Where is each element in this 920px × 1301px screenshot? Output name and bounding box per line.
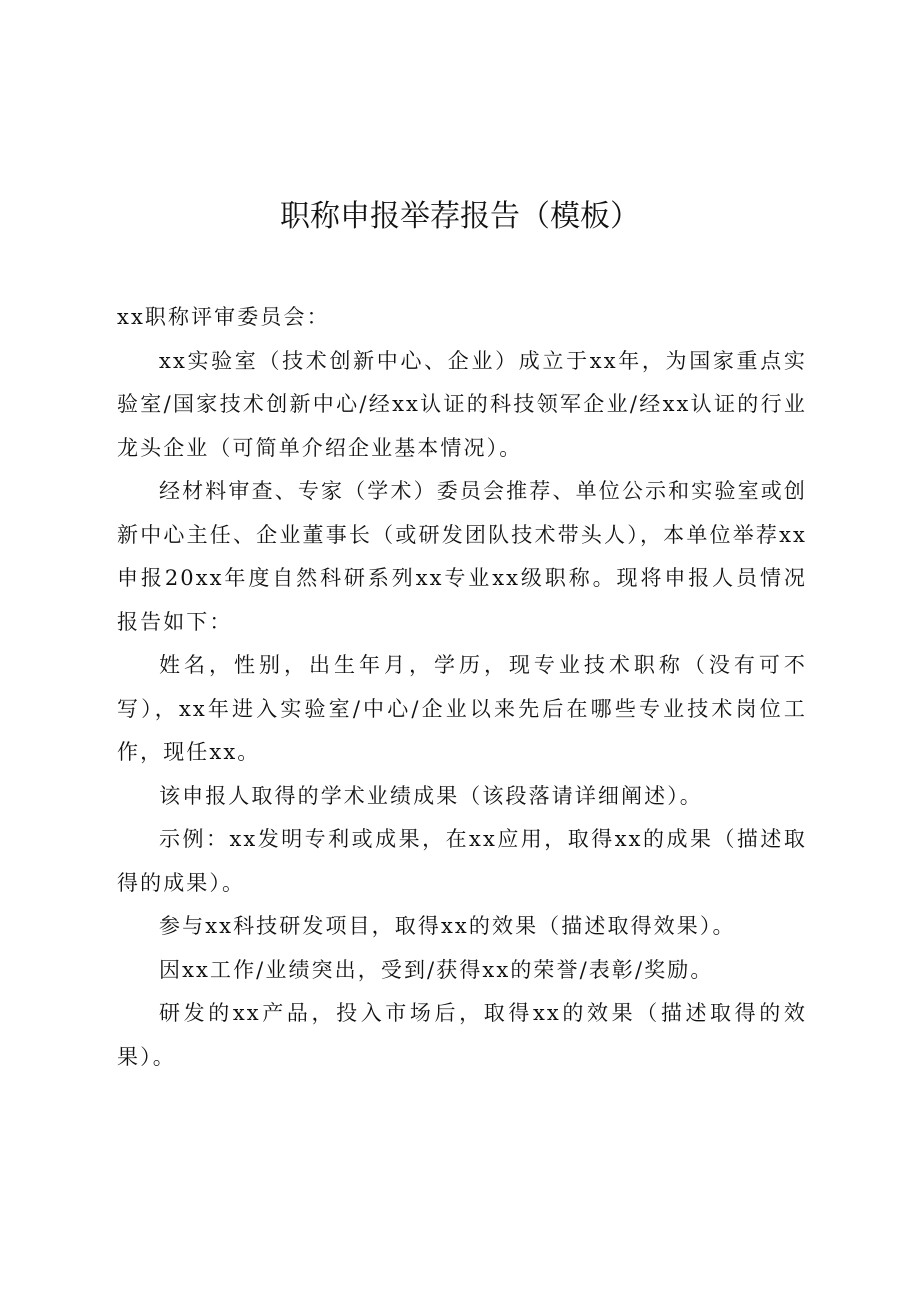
document-body	[117, 296, 807, 1079]
paragraph-example-patent: 示例：xx发明专利或成果，在xx应用，取得xx的成果（描述取得的成果）。	[117, 827, 807, 895]
salutation: xx职称评审委员会：	[117, 305, 330, 329]
paragraph-achievements: 该申报人取得的学术业绩成果（该段落请详细阐述）。	[159, 783, 703, 808]
paragraph-example-honor: 因xx工作/业绩突出，受到/获得xx的荣誉/表彰/奖励。	[159, 957, 714, 982]
paragraph-lab-intro: xx实验室（技术创新中心、企业）成立于xx年，为国家重点实验室/国家技术创新中心/经xx认证的科技领军企业/经xx认证的行业龙头企业（可简单介绍企业基本情况）。	[117, 348, 807, 460]
document-title: 职称申报举荐报告（模板）	[280, 199, 640, 234]
paragraph-applicant-info: 姓名，性别，出生年月，学历，现专业技术职称（没有可不写），xx年进入实验室/中心/企业以来先后在哪些专业技术岗位工作，现任xx。	[117, 653, 807, 764]
paragraph-example-product: 研发的xx产品，投入市场后，取得xx的效果（描述取得的效果）。	[117, 1001, 807, 1069]
paragraph-recommendation: 经材料审查、专家（学术）委员会推荐、单位公示和实验室或创新中心主任、企业董事长（或研发团队技术带头人），本单位举荐xx申报20xx年度自然科研系列xx专业xx级职称。现将申报人员情况报告如下：	[117, 479, 807, 634]
paragraph-example-project: 参与xx科技研发项目，取得xx的效果（描述取得效果）。	[159, 914, 736, 938]
